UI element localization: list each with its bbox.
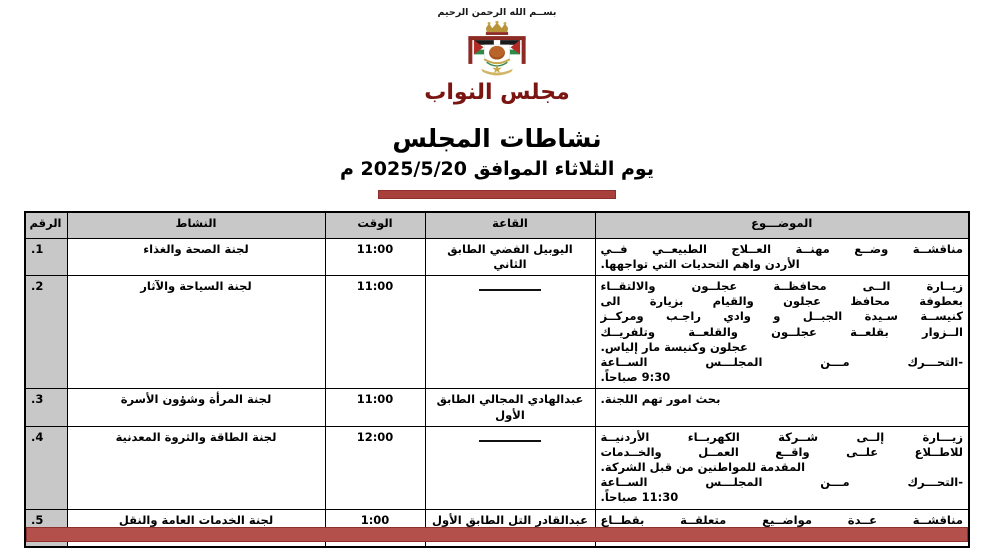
subject-line: 11:30 صباحاً. bbox=[600, 490, 679, 505]
hall-line: الطابق الأول bbox=[432, 512, 505, 527]
table-row bbox=[25, 276, 969, 389]
cell-subject bbox=[595, 426, 969, 509]
subject-line: زيــارة الــى محافظــة عجلــون والالتقــاء bbox=[600, 279, 963, 294]
subject-line: -التحـــرك مـــن المجلـــس الســاعة bbox=[600, 354, 963, 369]
emblem-container bbox=[0, 21, 994, 83]
column-header-time: الوقت bbox=[325, 212, 425, 238]
table-row bbox=[25, 426, 969, 509]
subject-line: عجلون وكنيسة مار إلياس. bbox=[600, 339, 748, 354]
cell-subject bbox=[595, 276, 969, 389]
hall-line: عبدالقادر التل bbox=[508, 512, 588, 527]
cell-subject bbox=[595, 389, 969, 426]
column-header-num: الرقم bbox=[25, 212, 67, 238]
table-header-row bbox=[25, 212, 969, 238]
hall-line: عبدالهادي المجالي bbox=[479, 392, 584, 407]
cell-activity: لجنة الصحة والغذاء bbox=[67, 238, 325, 275]
jordan-parliament-emblem-icon bbox=[449, 21, 545, 83]
subject-line: المقدمة للمواطنين من قبل الشركة. bbox=[600, 460, 806, 475]
subject-line: بحث امور تهم اللجنة. bbox=[600, 392, 721, 407]
cell-activity: لجنة السياحة والآثار bbox=[67, 276, 325, 389]
cell-hall bbox=[425, 389, 595, 426]
subject-line: الأردن واهم التحديات التي تواجهها. bbox=[600, 256, 800, 271]
subject-line: زيـــارة إلــى شــركة الكهربــاء الأردنيــة bbox=[600, 429, 963, 444]
basmala-text: بســم الله الرحمن الرحيم bbox=[437, 7, 557, 18]
cell-activity: لجنة الطاقة والثروة المعدنية bbox=[67, 426, 325, 509]
cell-activity: لجنة الخدمات العامة والنقل bbox=[67, 509, 325, 547]
cell-activity: لجنة المرأة وشؤون الأسرة bbox=[67, 389, 325, 426]
subject-line: للاطــلاع علــى واقــع العمــل والخــدمات bbox=[600, 444, 963, 459]
title-accent-rule bbox=[378, 190, 616, 199]
table-row bbox=[25, 238, 969, 275]
cell-number: .3 bbox=[25, 389, 67, 426]
council-name: مجلس النواب bbox=[424, 79, 570, 105]
cell-subject bbox=[595, 238, 969, 275]
hall-line: اليوبيل الفضي bbox=[489, 241, 573, 256]
subject-line: مناقشــة وضــع مهنــة العــلاج الطبيعــي فــي bbox=[600, 241, 963, 256]
footer-accent-bar bbox=[26, 527, 968, 542]
column-header-activity: النشاط bbox=[67, 212, 325, 238]
empty-hall-dash-icon bbox=[479, 433, 541, 442]
subject-line: الــزوار بقلعــة عجلــون والقلعــة وتلفريــك bbox=[600, 324, 963, 339]
cell-number: .5 bbox=[25, 509, 67, 547]
cell-time: 1:00 bbox=[325, 509, 425, 547]
subject-line: -التحـــرك مـــن المجلـــس الســاعة bbox=[600, 475, 963, 490]
cell-hall bbox=[425, 426, 595, 509]
column-header-subject: الموضـــوع bbox=[595, 212, 969, 238]
cell-time: 11:00 bbox=[325, 276, 425, 389]
hall-line: الطابق الثاني bbox=[447, 241, 527, 271]
cell-hall bbox=[425, 276, 595, 389]
cell-hall bbox=[425, 238, 595, 275]
subject-line: مناقشــة عــدة مواضــيع متعلقــة بقطــاع bbox=[600, 512, 963, 527]
subject-line: بعطوفة محافظ عجلون والقيام بزيارة الى bbox=[600, 294, 963, 309]
page-subtitle: يوم الثلاثاء الموافق 2025/5/20 م bbox=[340, 158, 654, 181]
subject-line: 9:30 صباحاً. bbox=[600, 370, 671, 385]
cell-time: 11:00 bbox=[325, 389, 425, 426]
subject-line: كنيســة سـيدة الجبــل و وادي راجـب ومركــز bbox=[600, 309, 963, 324]
cell-number: .4 bbox=[25, 426, 67, 509]
cell-time: 11:00 bbox=[325, 238, 425, 275]
cell-number: .1 bbox=[25, 238, 67, 275]
column-header-hall: القاعة bbox=[425, 212, 595, 238]
page-title: نشاطات المجلس bbox=[392, 123, 602, 153]
cell-number: .2 bbox=[25, 276, 67, 389]
hall-line: الطابق الأول bbox=[436, 392, 525, 422]
empty-hall-dash-icon bbox=[479, 282, 541, 291]
activities-table-container bbox=[24, 211, 970, 548]
cell-time: 12:00 bbox=[325, 426, 425, 509]
table-row bbox=[25, 389, 969, 426]
activities-table bbox=[24, 211, 970, 548]
